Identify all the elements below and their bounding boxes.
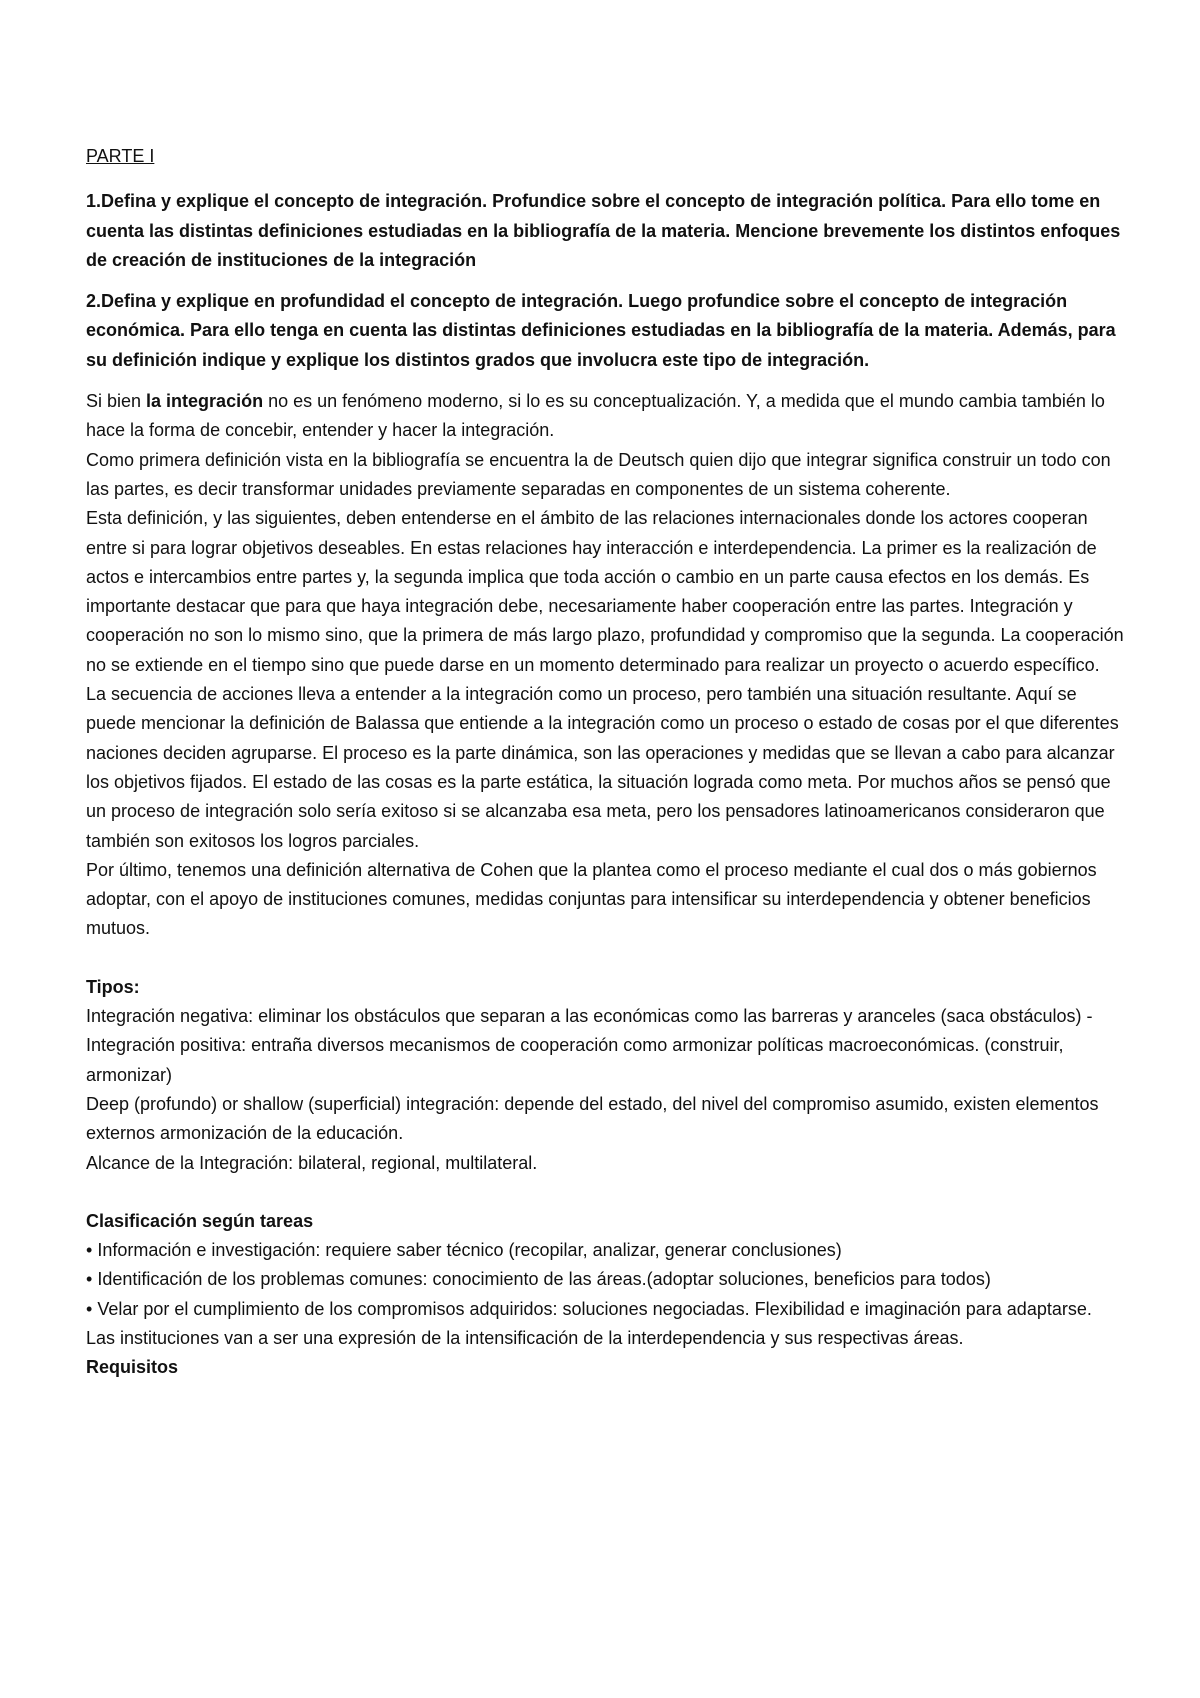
tipos-line-2: Deep (profundo) or shallow (superficial) integración: depende del estado, del nivel del compromiso asumido, existen elementos externos armonización de la educación.: [86, 1093, 1099, 1144]
clasificacion-title: Clasificación según tareas: [86, 1210, 314, 1231]
tipos-line-1: Integración negativa: eliminar los obstáculos que separan a las económicas como las barreras y aranceles (saca obstáculos) - Integración positiva: entraña diversos mecanismos de cooperación como armonizar políticas macroeconómicas. (construir, armonizar): [86, 1006, 1093, 1085]
section-heading-parte-i: PARTE I: [86, 146, 155, 166]
bullet-item-2: • Identificación de los problemas comunes: conocimiento de las áreas.(adoptar soluciones, beneficios para todos): [86, 1265, 1126, 1294]
intro-text-post: no es un fenómeno moderno, si lo es su conceptualización. Y, a medida que el mundo cambia también lo hace la forma de concebir, entender y hacer la integración.: [86, 391, 1105, 441]
document-page: [86, 142, 1126, 1383]
bullet-item-1: • Información e investigación: requiere saber técnico (recopilar, analizar, generar conclusiones): [86, 1236, 1126, 1265]
tipos-title: Tipos:: [86, 976, 140, 997]
paragraph-cohen: Por último, tenemos una definición alternativa de Cohen que la plantea como el proceso mediante el cual dos o más gobiernos adoptar, con el apoyo de instituciones comunes, medidas conjuntas para intensificar su interdependencia y obtener beneficios mutuos.: [86, 859, 1097, 939]
paragraph-relaciones: Esta definición, y las siguientes, deben entenderse en el ámbito de las relaciones internacionales donde los actores cooperan entre si para lograr objetivos deseables. En estas relaciones hay interacción e interdependencia. La primer es la realización de actos e intercambios entre partes y, la segunda implica que toda acción o cambio en un parte causa efectos en los demás. Es importante destacar que para que haya integración debe, necesariamente haber cooperación entre las partes. Integración y cooperación no son lo mismo sino, que la primera de más largo plazo, profundidad y compromiso que la segunda. La cooperación no se extiende en el tiempo sino que puede darse en un momento determinado para realizar un proyecto o acuerdo específico.: [86, 508, 1124, 675]
intro-text-bold: la integración: [146, 391, 264, 412]
answer-body: [86, 387, 1126, 944]
bullet-item-3: • Velar por el cumplimiento de los compromisos adquiridos: soluciones negociadas. Flexibilidad e imaginación para adaptarse.: [86, 1295, 1126, 1324]
paragraph-deutsch: Como primera definición vista en la bibliografía se encuentra la de Deutsch quien dijo que integrar significa construir un todo con las partes, es decir transformar unidades previamente separadas en componentes de un sistema coherente.: [86, 449, 1111, 499]
intro-paragraph: [86, 387, 1126, 446]
question-2: 2.Defina y explique en profundidad el concepto de integración. Luego profundice sobre el concepto de integración económica. Para ello tenga en cuenta las distintas definiciones estudiadas en la bibliografía de la materia. Además, para su definición indique y explique los distintos grados que involucra este tipo de integración.: [86, 291, 1116, 370]
requisitos-heading: Requisitos: [86, 1357, 179, 1378]
intro-text-pre: Si bien: [86, 391, 147, 412]
tipos-line-3: Alcance de la Integración: bilateral, regional, multilateral.: [86, 1152, 538, 1173]
paragraph-balassa: La secuencia de acciones lleva a entender a la integración como un proceso, pero también una situación resultante. Aquí se puede mencionar la definición de Balassa que entiende a la integración como un proceso o estado de cosas por el que diferentes naciones deciden agruparse. El proceso es la parte dinámica, son las operaciones y medidas que se llevan a cabo para alcanzar los objetivos fijados. El estado de las cosas es la parte estática, la situación lograda como meta. Por muchos años se pensó que un proceso de integración solo sería exitoso si se alcanzaba esa meta, pero los pensadores latinoamericanos consideraron que también son exitosos los logros parciales.: [86, 684, 1119, 851]
closing-paragraph: Las instituciones van a ser una expresión de la intensificación de la interdependencia y sus respectivas áreas.: [86, 1327, 964, 1348]
question-1: 1.Defina y explique el concepto de integración. Profundice sobre el concepto de integración política. Para ello tome en cuenta las distintas definiciones estudiadas en la bibliografía de la materia. Mencione brevemente los distintos enfoques de creación de instituciones de la integración: [86, 191, 1121, 270]
